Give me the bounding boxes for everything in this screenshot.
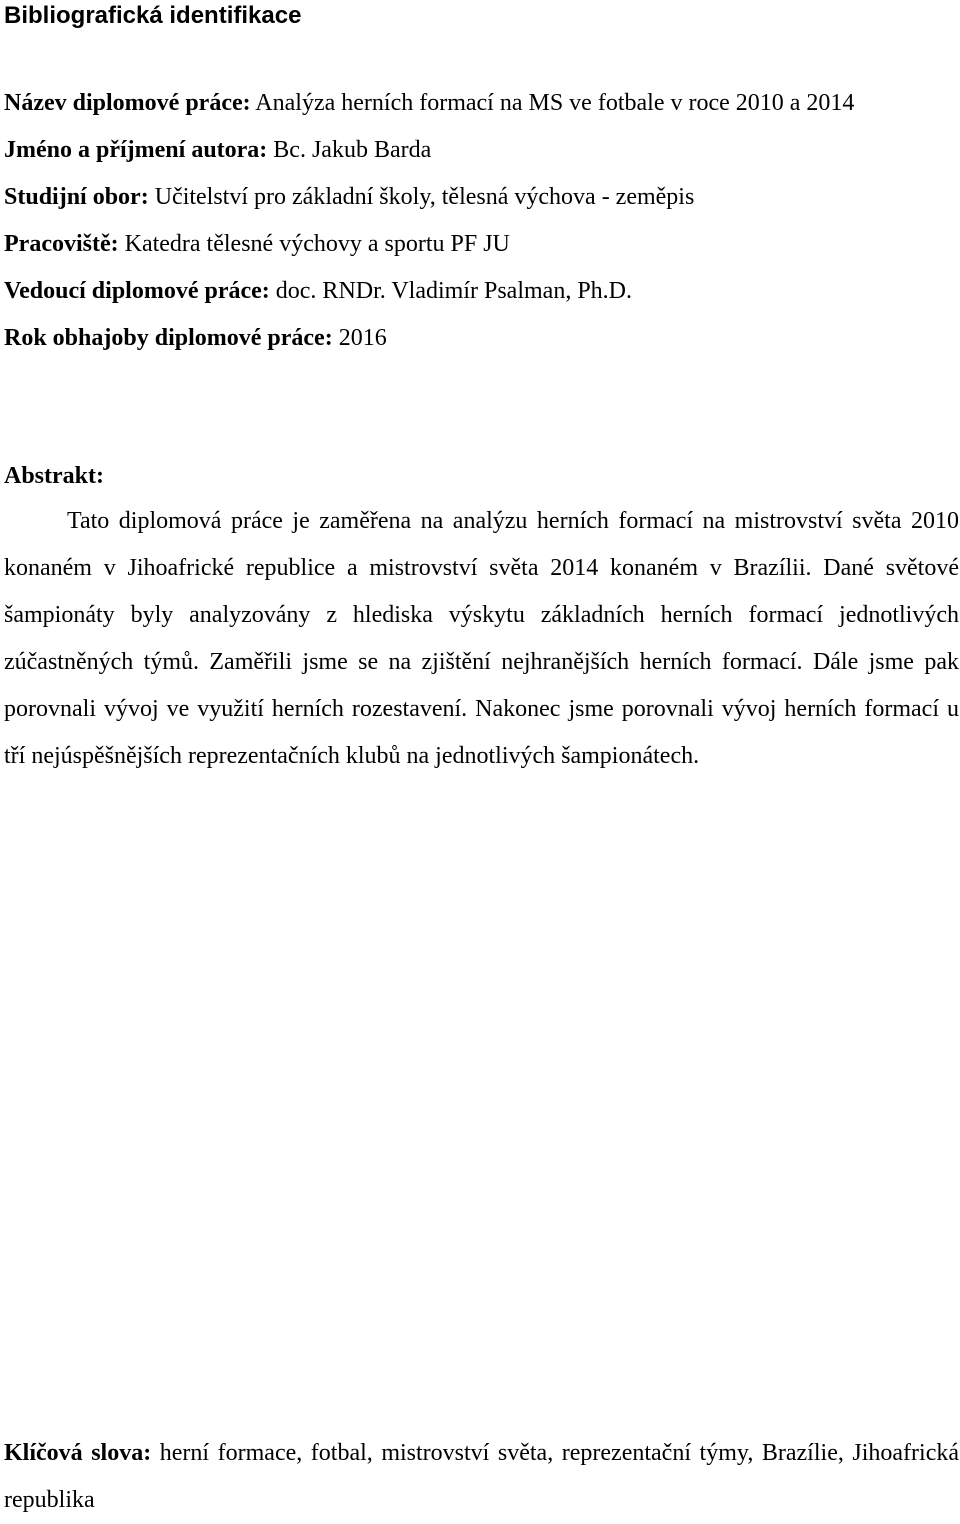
defense-year-row <box>4 315 959 362</box>
study-field-row <box>4 174 959 221</box>
page-heading: Bibliografická identifikace <box>4 2 302 29</box>
supervisor-value: doc. RNDr. Vladimír Psalman, Ph.D. <box>275 278 632 304</box>
identification-block <box>4 80 959 362</box>
author-value: Bc. Jakub Barda <box>273 137 432 163</box>
defense-year-value: 2016 <box>338 325 387 351</box>
department-label: Pracoviště: <box>4 231 119 257</box>
abstract-heading: Abstrakt: <box>4 463 104 489</box>
thesis-title-label: Název diplomové práce: <box>4 90 251 116</box>
keywords-value: herní formace, fotbal, mistrovství světa, reprezentační týmy, Brazílie, Jihoafrická republika <box>4 1440 960 1513</box>
study-field-label: Studijní obor: <box>4 184 149 210</box>
supervisor-label: Vedoucí diplomové práce: <box>4 278 270 304</box>
author-label: Jméno a příjmení autora: <box>4 137 268 163</box>
study-field-value: Učitelství pro základní školy, tělesná výchova - zeměpis <box>154 184 695 210</box>
department-row <box>4 221 959 268</box>
abstract-text: Tato diplomová práce je zaměřena na analýzu herních formací na mistrovství světa 2010 konaném v Jihoafrické republice a mistrovství světa 2014 konaném v Brazílii. Dané světové šampionáty byly analyzovány z hlediska výskytu základních herních formací jednotlivých zúčastněných týmů. Zaměřili jsme se na zjištění nejhranějších herních formací. Dále jsme pak porovnali vývoj ve využití herních rozestavení. Nakonec jsme porovnali vývoj herních formací u tří nejúspěšnějších reprezentačních klubů na jednotlivých šampionátech. <box>4 508 959 769</box>
thesis-title-value: Analýza herních formací na MS ve fotbale v roce 2010 a 2014 <box>255 90 855 116</box>
keywords-row <box>4 1430 959 1524</box>
thesis-title-row <box>4 80 959 127</box>
author-row <box>4 127 959 174</box>
supervisor-row <box>4 268 959 315</box>
department-value: Katedra tělesné výchovy a sportu PF JU <box>124 231 510 257</box>
keywords-label: Klíčová slova: <box>4 1440 152 1466</box>
defense-year-label: Rok obhajoby diplomové práce: <box>4 325 333 351</box>
